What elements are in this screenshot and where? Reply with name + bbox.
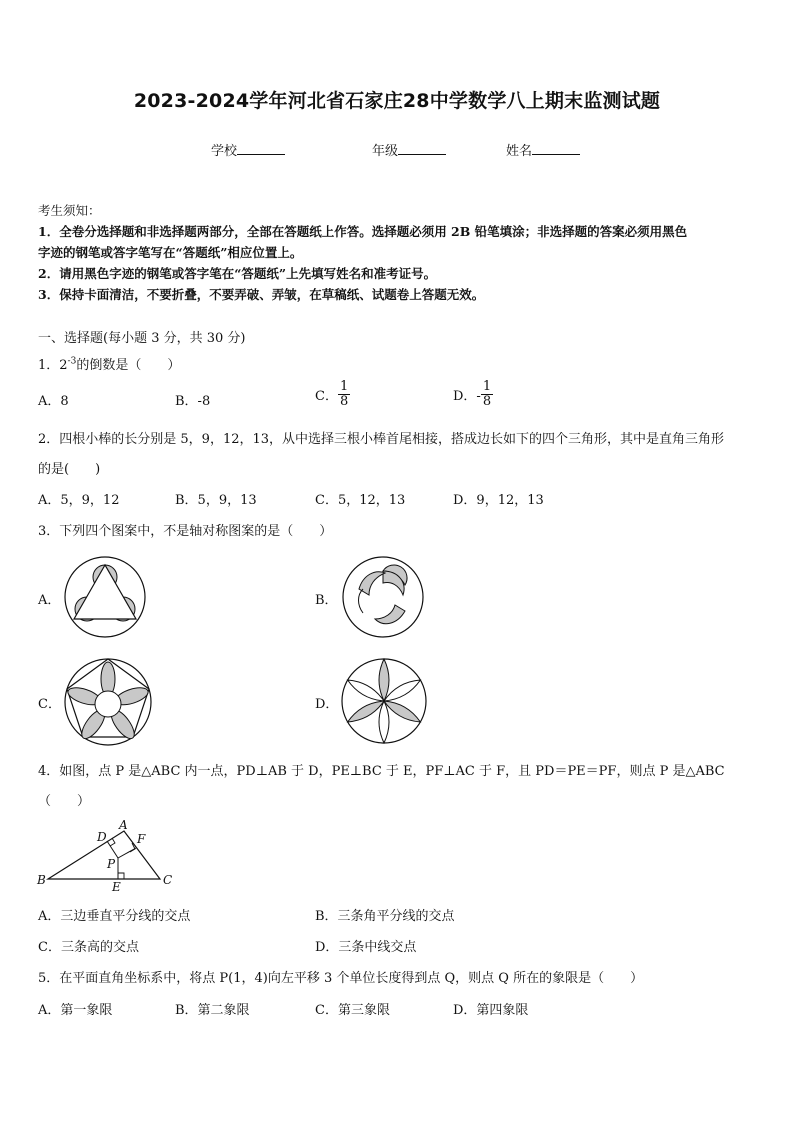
q2-option-b[interactable]: B．5，9，13 <box>175 493 257 508</box>
notice-item-1-cont: 字迹的钢笔或答字笔写在“答题纸”相应位置上。 <box>38 245 303 260</box>
q4-label-e: E <box>112 880 121 894</box>
notice-item-3: 3．保持卡面清洁，不要折叠，不要弄破、弄皱，在草稿纸、试题卷上答题无效。 <box>38 287 485 302</box>
q4-label-f: F <box>137 832 146 846</box>
q3-figure-c[interactable] <box>63 657 153 747</box>
q1-stem-text: 的倒数是（ ） <box>76 358 181 373</box>
q1-d-numerator: 1 <box>482 379 492 394</box>
q5-option-b[interactable]: B．第二象限 <box>175 1003 250 1018</box>
q1-d-fraction <box>481 380 493 409</box>
notice-heading: 考生须知： <box>38 203 101 218</box>
q5-option-a[interactable]: A．第一象限 <box>38 1003 113 1018</box>
q4-label-d: D <box>97 830 107 844</box>
q4-triangle-figure <box>34 818 184 894</box>
grade-label: 年级 <box>372 144 399 159</box>
q2-option-a[interactable]: A．5，9，12 <box>38 493 120 508</box>
q1-option-c[interactable] <box>315 380 350 409</box>
school-blank[interactable] <box>237 142 285 155</box>
q4-option-d[interactable]: D．三条中线交点 <box>315 940 417 955</box>
q3-option-a-label[interactable]: A． <box>38 593 61 608</box>
q4-label-c: C <box>163 873 173 887</box>
q3-figure-b[interactable] <box>341 555 425 639</box>
q2-stem-line1: 2．四根小棒的长分别是 5，9，12，13，从中选择三根小棒首尾相接，搭成边长如下的四个三角形，其中是直角三角形 <box>38 432 725 447</box>
q4-stem-line2: （ ） <box>38 794 91 809</box>
q1-c-numerator: 1 <box>339 379 349 394</box>
q1-option-a[interactable]: A．8 <box>38 394 69 409</box>
q1-c-denominator: 8 <box>339 394 349 409</box>
q1-stem-base: 1．2 <box>38 358 68 373</box>
q1-option-b[interactable]: B．-8 <box>175 394 211 409</box>
q1-c-label: C． <box>315 389 338 404</box>
q2-option-c[interactable]: C．5，12，13 <box>315 493 406 508</box>
grade-field[interactable] <box>372 140 446 159</box>
q1-stem <box>38 354 180 373</box>
q4-label-b: B <box>37 873 46 887</box>
notice-item-1: 1．全卷分选择题和非选择题两部分，全部在答题纸上作答。选择题必须用 2B 铅笔填涂；非选择题的答案必须用黑色 <box>38 224 688 239</box>
q3-option-d-label[interactable]: D． <box>315 697 339 712</box>
q2-stem-line2: 的是( ) <box>38 462 101 477</box>
q5-stem: 5．在平面直角坐标系中，将点 P(1，4)向左平移 3 个单位长度得到点 Q，则点 Q 所在的象限是（ ） <box>38 971 644 986</box>
q4-label-p: P <box>107 857 116 871</box>
q1-stem-exponent: -3 <box>67 356 77 367</box>
school-label: 学校 <box>211 144 238 159</box>
notice-item-2: 2．请用黑色字迹的钢笔或答字笔在“答题纸”上先填写姓名和准考证号。 <box>38 266 437 281</box>
grade-blank[interactable] <box>398 142 446 155</box>
q4-option-a[interactable]: A．三边垂直平分线的交点 <box>38 909 191 924</box>
q2-option-d[interactable]: D．9，12，13 <box>453 493 544 508</box>
q3-option-c-label[interactable]: C． <box>38 697 61 712</box>
school-field[interactable] <box>211 140 285 159</box>
q4-option-b[interactable]: B．三条角平分线的交点 <box>315 909 455 924</box>
q1-d-label: D．- <box>453 389 481 404</box>
page-title: 2023-2024学年河北省石家庄28中学数学八上期末监测试题 <box>133 90 661 112</box>
q3-option-b-label[interactable]: B． <box>315 593 338 608</box>
q1-d-denominator: 8 <box>482 394 492 409</box>
q4-stem-line1: 4．如图，点 P 是△ABC 内一点，PD⊥AB 于 D，PE⊥BC 于 E，PF⊥AC 于 F，且 PD＝PE＝PF，则点 P 是△ABC <box>38 764 725 779</box>
section-heading: 一、选择题(每小题 3 分，共 30 分) <box>38 331 246 346</box>
q3-stem: 3．下列四个图案中，不是轴对称图案的是（ ） <box>38 524 333 539</box>
name-label: 姓名 <box>506 144 533 159</box>
q1-option-d[interactable] <box>453 380 493 409</box>
name-field[interactable] <box>506 140 580 159</box>
name-blank[interactable] <box>532 142 580 155</box>
q4-option-c[interactable]: C．三条高的交点 <box>38 940 139 955</box>
q3-figure-d[interactable] <box>340 657 428 745</box>
q4-label-a: A <box>119 818 128 832</box>
q1-c-fraction <box>338 380 350 409</box>
q5-option-c[interactable]: C．第三象限 <box>315 1003 390 1018</box>
q3-figure-a[interactable] <box>63 555 147 639</box>
q5-option-d[interactable]: D．第四象限 <box>453 1003 529 1018</box>
